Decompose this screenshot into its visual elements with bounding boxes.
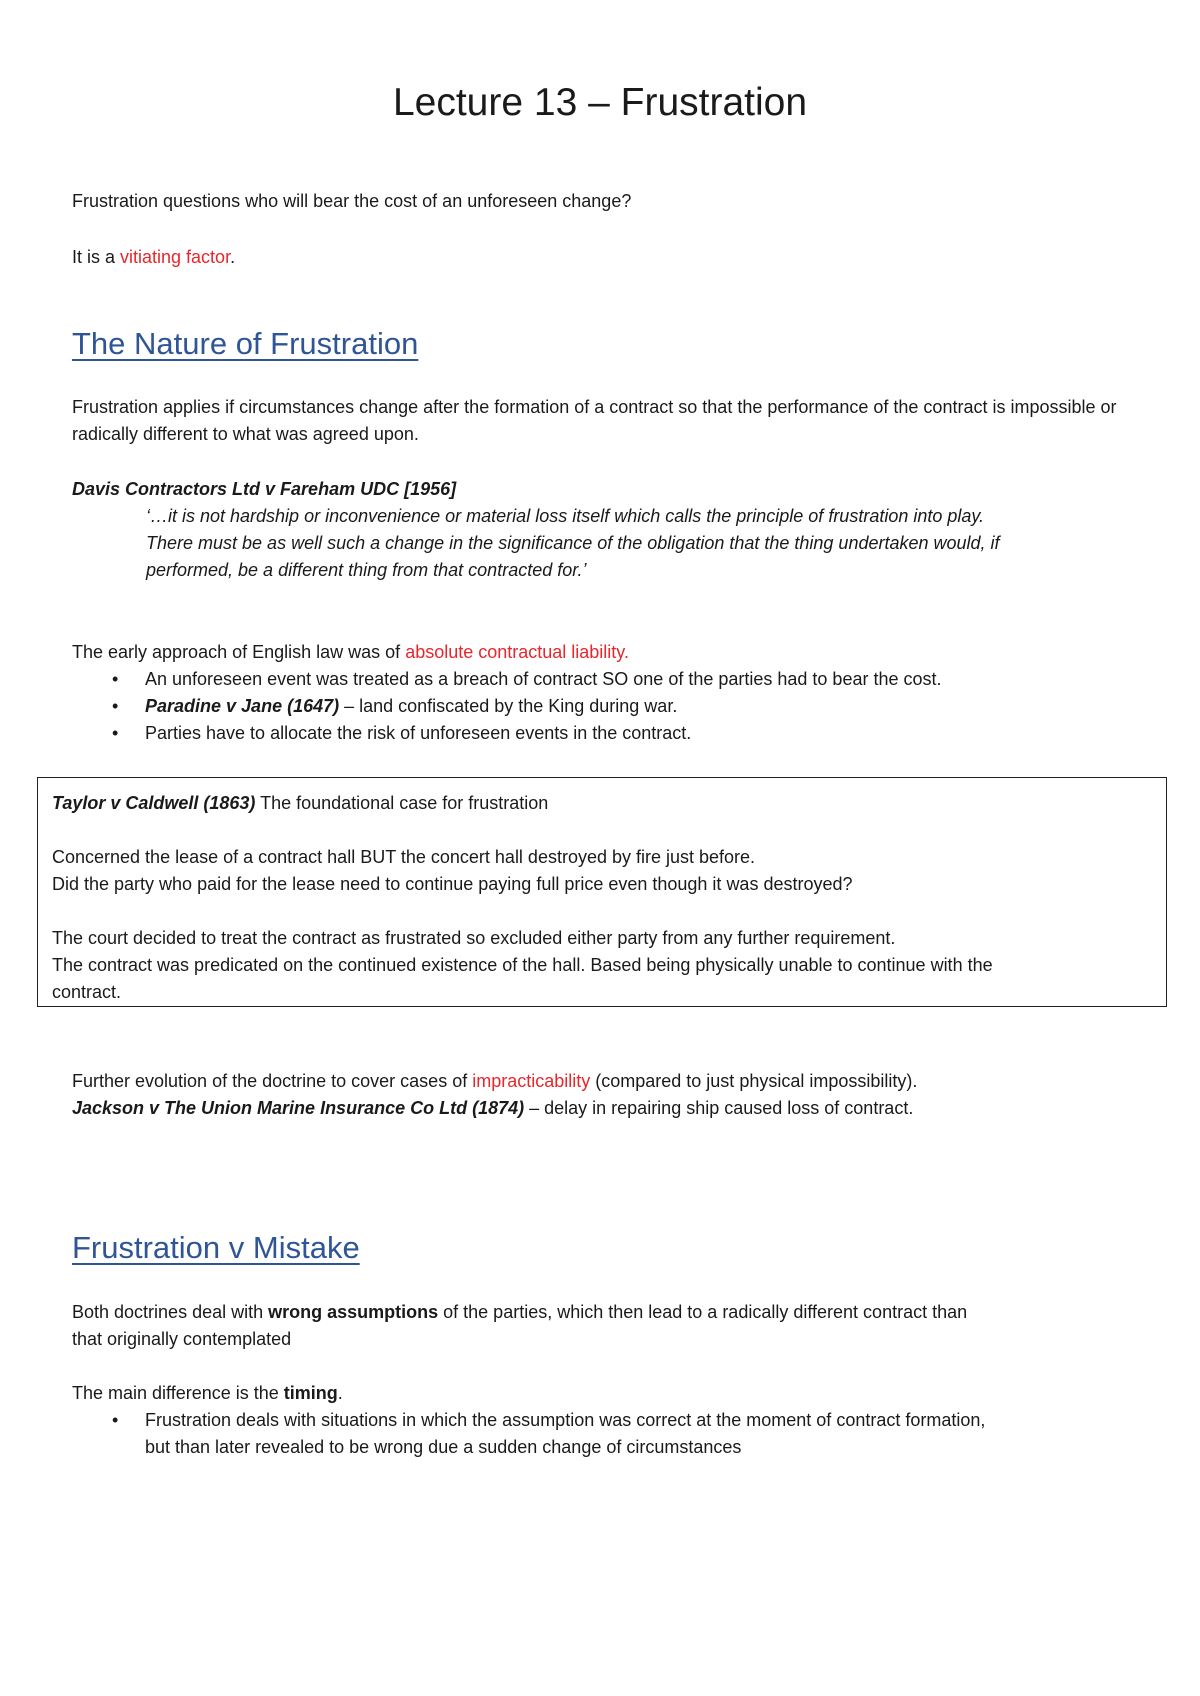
- list-item: [72, 666, 1142, 693]
- mistake-para-line-2: that originally contemplated: [72, 1329, 292, 1349]
- case-paradine: Paradine v Jane (1647): [145, 696, 340, 716]
- impracticability-term: impracticability: [472, 1071, 591, 1091]
- page-title: Lecture 13 – Frustration: [392, 81, 808, 124]
- box-case-desc: The foundational case for frustration: [255, 793, 549, 813]
- timing-term: timing: [283, 1383, 338, 1403]
- early-approach-prefix: The early approach of English law was of: [72, 642, 406, 662]
- box-line-5: The contract was predicated on the continued existence of the hall. Based being physically unable to continue with the: [52, 955, 993, 975]
- evolution-line: [72, 1068, 1142, 1095]
- bullet-text-line-2: but than later revealed to be wrong due a sudden change of circumstances: [145, 1437, 742, 1457]
- wrong-assumptions-term: wrong assumptions: [268, 1302, 439, 1322]
- bullet-text: – land confiscated by the King during war.: [339, 696, 678, 716]
- timing-line: [72, 1380, 1142, 1407]
- intro-vitiating: [72, 244, 1142, 271]
- quote-line-1: ‘…it is not hardship or inconvenience or material loss itself which calls the principle of frustration into play.: [146, 506, 985, 526]
- bullet-text: Parties have to allocate the risk of unforeseen events in the contract.: [145, 723, 692, 743]
- evolution-suffix: (compared to just physical impossibility).: [590, 1071, 918, 1091]
- jackson-line: [72, 1095, 1142, 1122]
- box-line-2: Concerned the lease of a contract hall BUT the concert hall destroyed by fire just before.: [52, 847, 756, 867]
- box-line-6: contract.: [52, 982, 122, 1002]
- box-case-line: [52, 790, 1152, 817]
- absolute-liability-term: absolute contractual liability.: [405, 642, 629, 662]
- early-approach: [72, 639, 1142, 666]
- bullet-icon: •: [112, 723, 119, 743]
- mistake-para-line-1: [72, 1299, 1142, 1326]
- intro-question: Frustration questions who will bear the cost of an unforeseen change?: [72, 191, 632, 211]
- intro-suffix: .: [230, 247, 236, 267]
- case-jackson: Jackson v The Union Marine Insurance Co Ltd (1874): [72, 1098, 525, 1118]
- quote-line-2: There must be as well such a change in the significance of the obligation that the thing undertaken would, if: [146, 533, 1000, 553]
- box-line-4: The court decided to treat the contract as frustrated so excluded either party from any further requirement.: [52, 928, 896, 948]
- list-item: [72, 720, 1142, 747]
- jackson-rest: – delay in repairing ship caused loss of contract.: [524, 1098, 914, 1118]
- evolution-prefix: Further evolution of the doctrine to cover cases of: [72, 1071, 473, 1091]
- nature-paragraph: Frustration applies if circumstances change after the formation of a contract so that the performance of the contract is impossible or radically different to what was agreed upon.: [72, 397, 1117, 444]
- timing-list: [72, 1407, 1142, 1461]
- section-heading-nature: The Nature of Frustration: [72, 326, 419, 361]
- timing-suffix: .: [337, 1383, 343, 1403]
- bullet-icon: •: [112, 669, 119, 689]
- list-item: [72, 1407, 1142, 1461]
- bullet-text: An unforeseen event was treated as a breach of contract SO one of the parties had to bear the cost.: [145, 669, 942, 689]
- vitiating-factor-term: vitiating factor: [120, 247, 231, 267]
- bullet-icon: •: [112, 696, 119, 716]
- case-davis-contractors: Davis Contractors Ltd v Fareham UDC [1956]: [72, 479, 457, 499]
- bullet-text-line-1: Frustration deals with situations in which the assumption was correct at the moment of contract formation,: [145, 1410, 986, 1430]
- section-heading-mistake: Frustration v Mistake: [72, 1230, 360, 1265]
- mistake-para-prefix: Both doctrines deal with: [72, 1302, 269, 1322]
- box-line-3: Did the party who paid for the lease need to continue paying full price even though it was destroyed?: [52, 874, 853, 894]
- early-approach-list: [72, 666, 1142, 747]
- mistake-para-rest: of the parties, which then lead to a radically different contract than: [438, 1302, 968, 1322]
- list-item: [72, 693, 1142, 720]
- quote-line-3: performed, be a different thing from that contracted for.’: [146, 560, 587, 580]
- bullet-icon: •: [112, 1410, 119, 1430]
- case-taylor-caldwell: Taylor v Caldwell (1863): [52, 793, 256, 813]
- timing-prefix: The main difference is the: [72, 1383, 284, 1403]
- taylor-caldwell-box: [37, 777, 1167, 1007]
- intro-prefix: It is a: [72, 247, 121, 267]
